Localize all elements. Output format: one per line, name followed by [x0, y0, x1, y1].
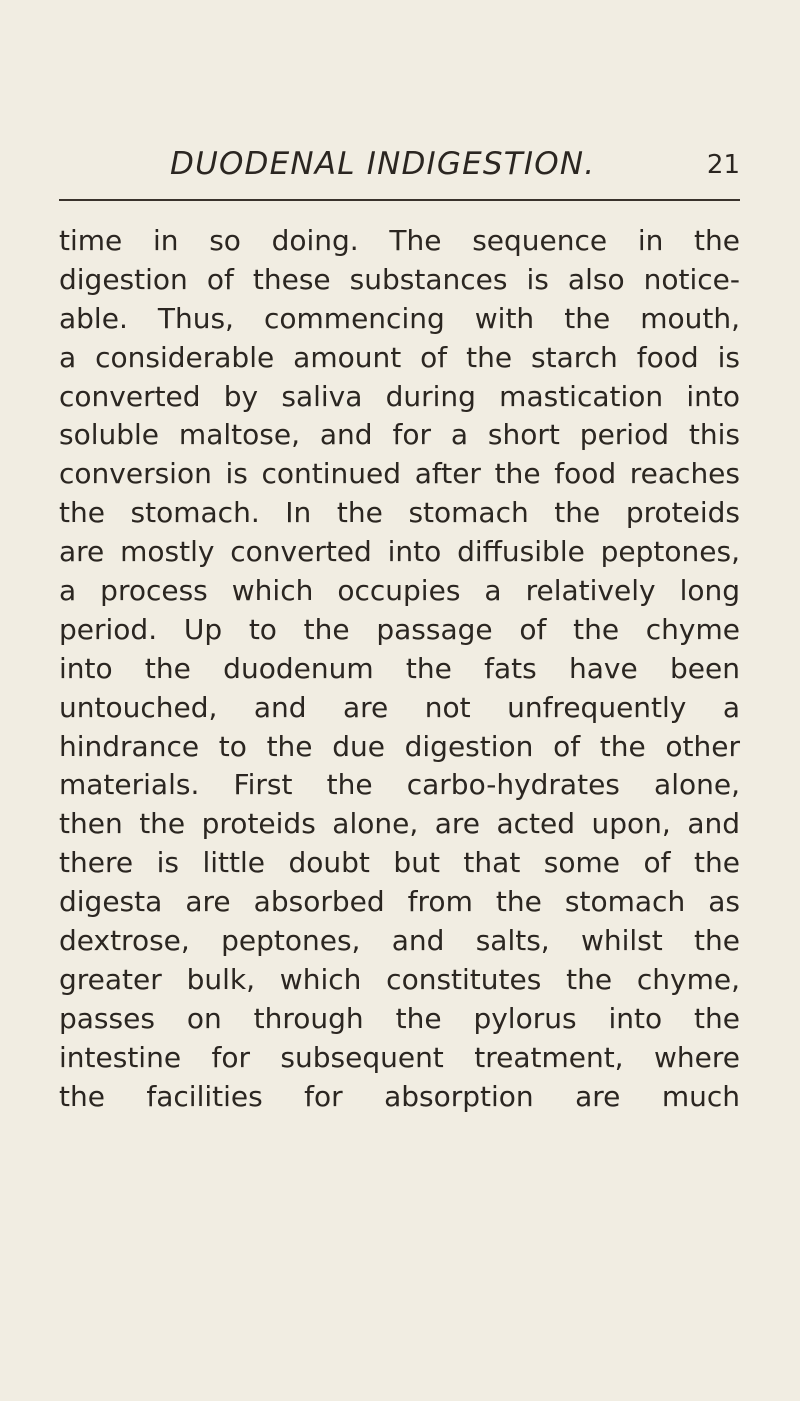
text-line: a process which occupies a relatively long — [59, 574, 740, 608]
page-title: DUODENAL INDIGESTION. — [170, 146, 596, 182]
text-line: greater bulk, which constitutes the chyme, — [59, 962, 740, 996]
text-line: digesta are absorbed from the stomach as — [59, 885, 740, 919]
text-line: dextrose, peptones, and salts, whilst the — [59, 924, 740, 958]
text-line: then the proteids alone, are acted upon, and — [59, 807, 740, 841]
text-line: the facilities for absorption are much — [59, 1079, 740, 1113]
text-line: digestion of these substances is also notice- — [59, 262, 740, 296]
text-line: materials. First the carbo-hydrates alone, — [59, 768, 740, 802]
text-line: intestine for subsequent treatment, where — [59, 1040, 740, 1074]
text-line: the stomach. In the stomach the proteids — [59, 496, 740, 530]
text-line: able. Thus, commencing with the mouth, — [59, 301, 740, 335]
page-number: 21 — [706, 150, 740, 180]
text-line: passes on through the pylorus into the — [59, 1001, 740, 1035]
text-line: into the duodenum the fats have been — [59, 651, 740, 685]
running-head — [170, 146, 740, 186]
text-line: period. Up to the passage of the chyme — [59, 612, 740, 646]
header-rule — [59, 199, 740, 201]
text-line: are mostly converted into diffusible peptones, — [59, 535, 740, 569]
text-line: soluble maltose, and for a short period this — [59, 418, 740, 452]
text-line: conversion is continued after the food reaches — [59, 457, 740, 491]
text-line: a considerable amount of the starch food is — [59, 340, 740, 374]
text-line: untouched, and are not unfrequently a — [59, 690, 740, 724]
text-line: time in so doing. The sequence in the — [59, 224, 740, 257]
text-line: converted by saliva during mastication into — [59, 379, 740, 413]
body-text — [59, 222, 740, 1116]
text-line: hindrance to the due digestion of the other — [59, 729, 740, 763]
text-line: there is little doubt but that some of the — [59, 846, 740, 880]
